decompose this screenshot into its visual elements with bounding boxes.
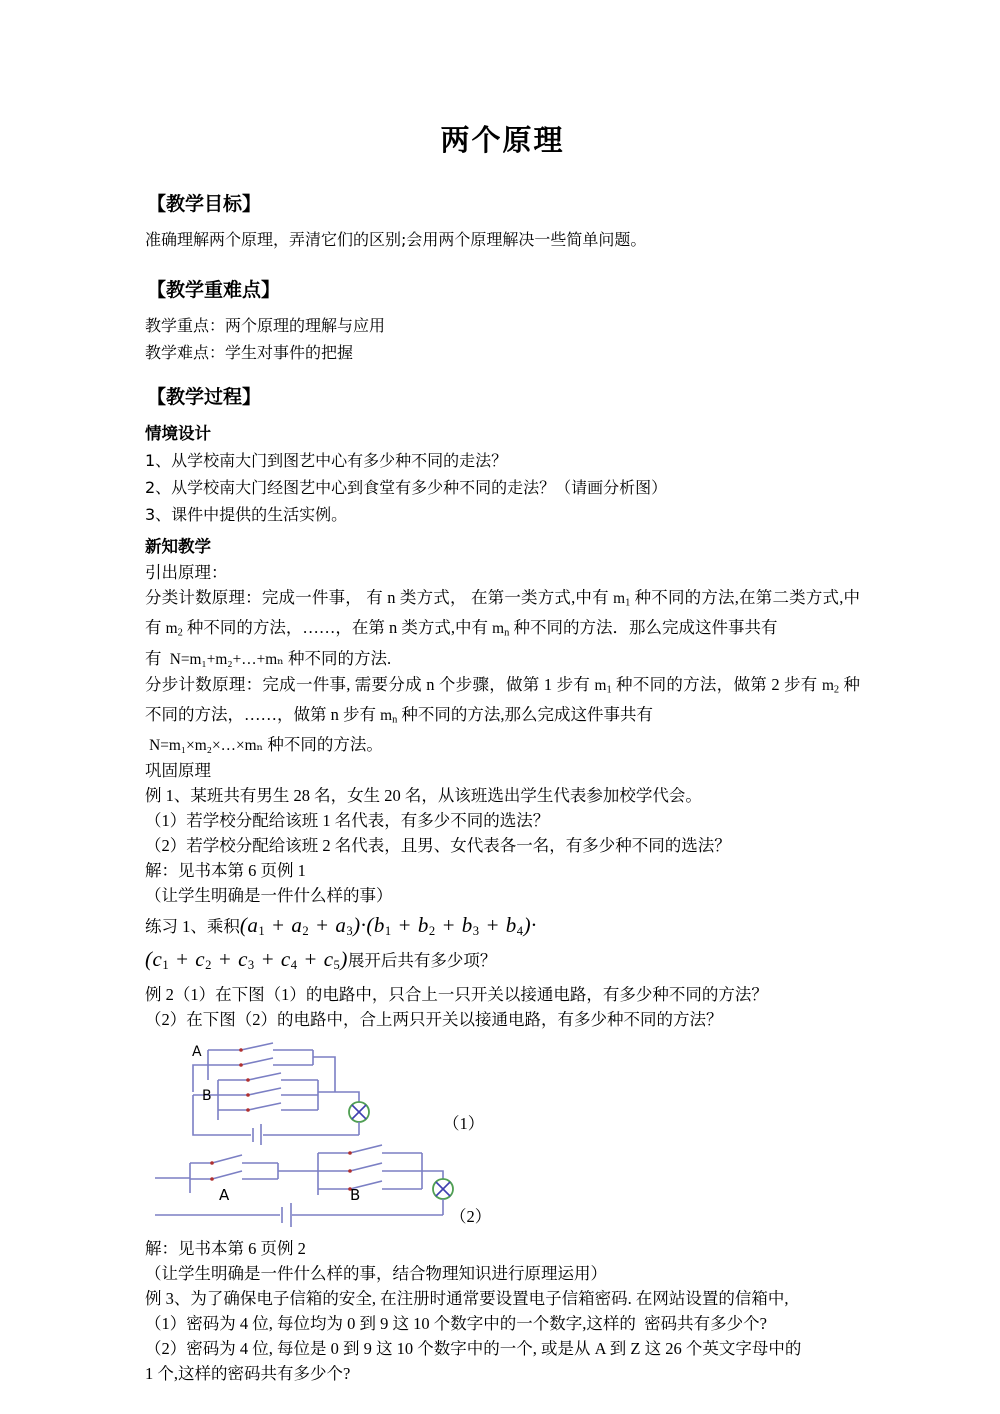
sp-text-1: 完成一件事, 需要分成 n 个步骤，做第 1 步有 <box>262 674 595 694</box>
cp-text-3: 种不同的方法，……，在第 n 类方式,中有 <box>182 618 493 638</box>
exercise1-expression-c: $(c_1 + c_2 + c_3 + c_4 + c_5)$ <box>145 947 348 973</box>
contact-dot <box>239 1049 243 1053</box>
subheading-consolidate: 巩固原理 <box>145 761 211 781</box>
circuit2-group-a-label: A <box>219 1186 230 1205</box>
cp-text-4: 种不同的方法．那么完成这件事共有 <box>509 618 782 638</box>
new-knowledge-body <box>145 560 860 1032</box>
teaching-objectives-body: 准确理解两个原理，弄清它们的区别;会用两个原理解决一些简单问题。 <box>145 230 647 249</box>
scenario-item-3: 3、课件中提供的生活实例。 <box>145 505 348 524</box>
example3-question-2a: （2）密码为 4 位, 每位是 0 到 9 这 10 个数字中的一个, 或是从 A 到 Z 这 26 个英文字母中的 <box>145 1339 802 1359</box>
classification-principle-formula-line: 有 N=m₁+m₂+…+mₙ 种不同的方法. <box>145 648 392 668</box>
figure-1-caption: （1） <box>443 1114 485 1134</box>
example3-stem: 例 3、为了确保电子信箱的安全, 在注册时通常要设置电子信箱密码. 在网站设置的信箱中, <box>145 1289 789 1309</box>
sp-var-m2: $m_2$ <box>821 676 840 695</box>
step-principle-formula-line <box>145 732 860 758</box>
step-formula: N=m₁×m₂×…×mₙ <box>149 737 264 755</box>
circuit-diagram-2 <box>150 1143 490 1233</box>
subheading-new-knowledge: 新知教学 <box>145 537 211 556</box>
example3-question-2b: 1 个,这样的密码共有多少个? <box>145 1364 351 1384</box>
subheading-scenario-design: 情境设计 <box>145 424 211 443</box>
example1-note: （让学生明确是一件什么样的事） <box>145 886 393 906</box>
contact-dot <box>210 1162 214 1166</box>
example1-question-2: （2）若学校分配给该班 2 名代表，且男、女代表各一名，有多少种不同的选法？ <box>145 836 731 856</box>
principle-intro: 引出原理： <box>145 563 228 582</box>
example1-solution: 解：见书本第 6 页例 1 <box>145 861 306 881</box>
figure-2-caption: （2） <box>450 1207 492 1227</box>
heading-teaching-objectives: 【教学目标】 <box>147 193 262 215</box>
circuit2-group-b-label: B <box>350 1186 361 1205</box>
scenario-item-2: 2、从学校南大门经图艺中心到食堂有多少种不同的走法？（请画分析图） <box>145 478 668 497</box>
contact-dot <box>246 1094 250 1098</box>
sp-var-m1: $m_1$ <box>594 676 612 695</box>
example1-stem: 例 1、某班共有男生 28 名，女生 20 名，从该班选出学生代表参加校学代会。 <box>145 786 702 806</box>
closing-body <box>145 1236 860 1386</box>
example2-question-2: （2）在下图（2）的电路中，合上两只开关以接通电路，有多少种不同的方法？ <box>145 1010 723 1030</box>
classification-principle <box>145 585 860 646</box>
cp-var-m2: $m_2$ <box>165 620 183 639</box>
circuit-figures <box>145 1038 860 1238</box>
step-principle <box>145 672 860 733</box>
classification-principle-label: 分类计数原理： <box>145 588 262 607</box>
exercise1-line-2 <box>145 946 860 978</box>
sp-text-4: 种不同的方法,那么完成这件事共有 <box>397 704 654 724</box>
example2-solution: 解：见书本第 6 页例 2 <box>145 1239 306 1259</box>
classification-formula: N=m₁+m₂+…+mₙ <box>169 650 284 668</box>
step-principle-label: 分步计数原理： <box>145 674 263 694</box>
contact-dot <box>348 1152 352 1156</box>
contact-dot <box>246 1079 250 1083</box>
example1-question-1: （1）若学校分配给该班 1 名代表，有多少不同的选法？ <box>145 811 550 831</box>
cp-var-mn: $m_n$ <box>492 620 510 639</box>
sp-var-mn: $m_n$ <box>380 706 398 726</box>
circuit1-group-a-label: A <box>192 1044 202 1061</box>
sp-text-3: 种不同的方法，……，做第 n 步有 <box>145 674 861 724</box>
exercise1-expression-ab: $(a_1 + a_2 + a_3)\cdot(b_1 + b_2 + b_3 + b_4)\cdot$ <box>239 913 537 939</box>
heading-key-difficulties: 【教学重难点】 <box>147 279 281 301</box>
contact-dot <box>210 1178 214 1182</box>
key-point-line: 教学重点：两个原理的理解与应用 <box>145 316 386 335</box>
page-title: 两个原理 <box>440 123 565 157</box>
heading-teaching-process: 【教学过程】 <box>147 386 262 408</box>
contact-dot <box>246 1109 250 1113</box>
sp-text-5: 种不同的方法。 <box>263 735 383 755</box>
document-content <box>145 118 860 1386</box>
example2-note: （让学生明确是一件什么样的事，结合物理知识进行原理运用） <box>145 1264 607 1284</box>
contact-dot <box>239 1064 243 1068</box>
example2-question-1: 例 2（1）在下图（1）的电路中，只合上一只开关以接通电路，有多少种不同的方法？ <box>145 985 768 1005</box>
cp-text-1: 完成一件事， 有 n 类方式， 在第一类方式,中有 <box>261 588 614 607</box>
cp-text-2: 种不同的方法,在第二类方式,中有 <box>145 588 861 638</box>
exercise1-tail: 展开后共有多少项？ <box>347 951 497 971</box>
cp-text-5: 种不同的方法. <box>283 648 392 668</box>
sp-text-2: 种不同的方法，做第 2 步有 <box>611 674 822 694</box>
exercise1-lead: 练习 1、乘积 <box>145 917 240 937</box>
contact-dot <box>348 1170 352 1174</box>
example3-question-1: （1）密码为 4 位, 每位均为 0 到 9 这 10 个数字中的一个数字,这样的 密码共有多少个? <box>145 1314 767 1334</box>
circuit1-group-b-label: B <box>202 1088 212 1105</box>
scenario-item-1: 1、从学校南大门到图艺中心有多少种不同的走法？ <box>145 451 508 470</box>
exercise1-line-1 <box>145 912 860 944</box>
difficulty-line: 教学难点：学生对事件的把握 <box>145 343 354 362</box>
cp-var-m1: $m_1$ <box>613 590 631 609</box>
